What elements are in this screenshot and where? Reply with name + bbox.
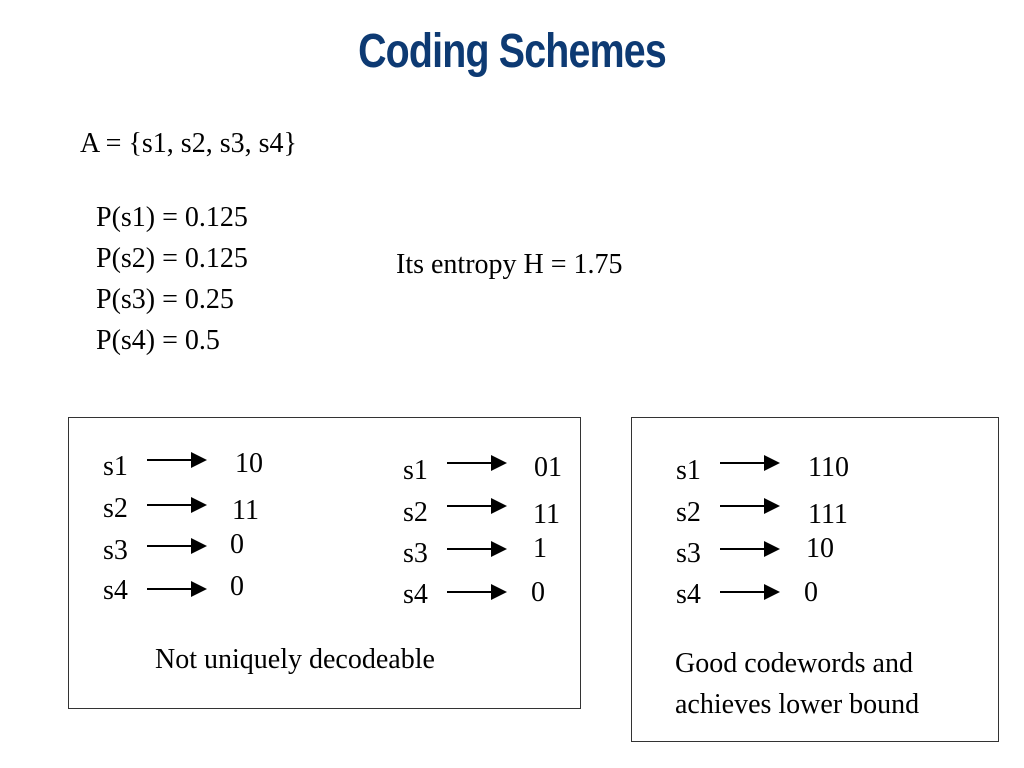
scheme2-symbol-s2: s2 [403,497,428,528]
probability-s1: P(s1) = 0.125 [96,202,248,233]
scheme1-code-s4: 0 [230,571,244,602]
optimal-code-caption-line-2: achieves lower bound [675,689,920,720]
scheme2-arrows [445,455,510,605]
scheme3-symbol-s3: s3 [676,538,701,569]
scheme1-code-s3: 0 [230,529,244,560]
scheme1-symbol-s2: s2 [103,493,128,524]
scheme2-code-s4: 0 [531,577,545,608]
not-uniquely-decodeable-caption: Not uniquely decodeable [155,644,435,675]
scheme2-symbol-s4: s4 [403,579,428,610]
probability-s2: P(s2) = 0.125 [96,243,248,274]
scheme3-arrows [718,455,783,605]
scheme3-code-s3: 10 [806,533,834,564]
entropy-statement: Its entropy H = 1.75 [396,249,623,280]
scheme3-code-s2: 111 [808,499,848,530]
slide-title: Coding Schemes [358,25,666,78]
scheme1-symbol-s1: s1 [103,451,128,482]
optimal-code-caption-line-1: Good codewords and [675,648,913,679]
scheme1-code-s2: 11 [232,495,259,526]
probability-s4: P(s4) = 0.5 [96,325,220,356]
alphabet-definition: A = {s1, s2, s3, s4} [80,128,297,159]
scheme1-symbol-s3: s3 [103,535,128,566]
scheme2-code-s3: 1 [533,533,547,564]
scheme1-code-s1: 10 [235,448,263,479]
scheme2-code-s1: 01 [534,452,562,483]
scheme3-code-s1: 110 [808,452,849,483]
scheme2-symbol-s1: s1 [403,455,428,486]
probability-list [96,197,248,361]
optimal-code-caption [675,643,919,725]
scheme3-symbol-s4: s4 [676,579,701,610]
scheme1-arrows [145,452,210,602]
scheme3-symbol-s1: s1 [676,455,701,486]
probability-s3: P(s3) = 0.25 [96,284,234,315]
scheme3-code-s4: 0 [804,577,818,608]
scheme1-symbol-s4: s4 [103,575,128,606]
scheme2-code-s2: 11 [533,499,560,530]
scheme2-symbol-s3: s3 [403,538,428,569]
scheme3-symbol-s2: s2 [676,497,701,528]
